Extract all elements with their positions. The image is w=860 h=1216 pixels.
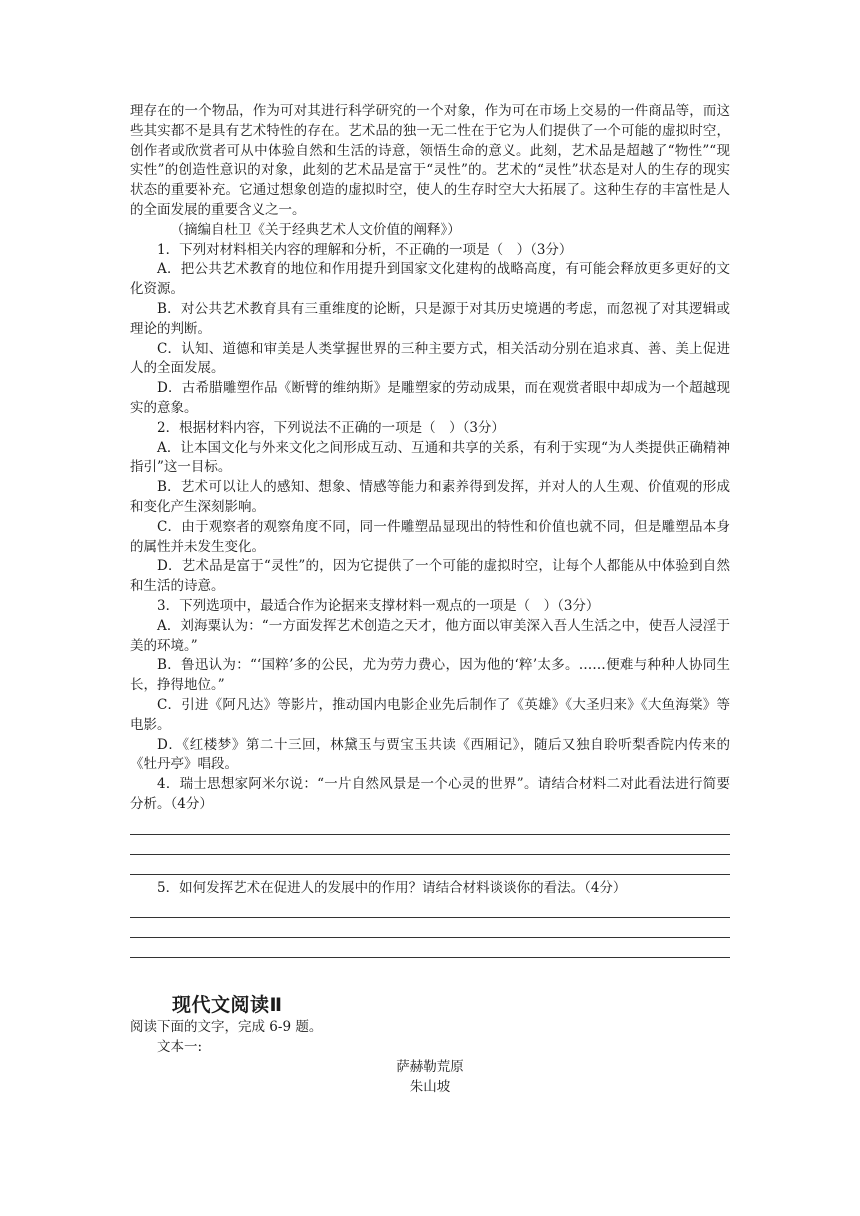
answer-line[interactable]	[130, 835, 730, 855]
source-citation: （摘编自杜卫《关于经典艺术人文价值的阐释》）	[170, 221, 461, 238]
passage-paragraph: 理存在的一个物品，作为可对其进行科学研究的一个对象，作为可在市场上交易的一件商品等，而这些其实都不是具有艺术特性的存在。艺术品的独一无二性在于它为人们提供了一个可能的虚拟时空，创作者或欣赏者可从中体验自然和生活的诗意，领悟生命的意义。此刻，艺术品是超越了“物性”“现实性”的创造性意识的对象，此刻的艺术品是富于“灵性”的。艺术的“灵性”状态是对人的生存的现实状态的重要补充。它通过想象创造的虚拟时空，使人的生存时空大大拓展了。这种生存的丰富性是人的全面发展的重要含义之一。	[130, 103, 730, 218]
question-2-option-d: D．艺术品是富于“灵性”的，因为它提供了一个可能的虚拟时空，让每个人都能从中体验到自然和生活的诗意。	[130, 558, 730, 595]
text-label: 文本一:	[157, 1038, 203, 1055]
question-3-option-d: D．《红楼梦》第二十三回，林黛玉与贾宝玉共读《西厢记》，随后又独自聆听梨香院内传来的《牡丹亭》唱段。	[130, 736, 730, 773]
question-4-stem: 4．瑞士思想家阿米尔说：“一片自然风景是一个心灵的世界”。请结合材料二对此看法进行简要分析。（4分）	[130, 776, 730, 812]
reading-content	[130, 102, 730, 958]
question-1-option-d: D．古希腊雕塑作品《断臂的维纳斯》是雕塑家的劳动成果，而在观赏者眼中却成为一个超越现实的意象。	[130, 380, 730, 416]
question-3-stem: 3．下列选项中，最适合作为论据来支撑材料一观点的一项是（ ）（3分）	[157, 597, 600, 614]
question-3-option-b: B．鲁迅认为：“‘国粹’多的公民，尤为劳力费心，因为他的‘粹’太多。……便难与种种人协同生长，挣得地位。”	[130, 657, 730, 694]
answer-line[interactable]	[130, 815, 730, 835]
section-title: 现代文阅读Ⅱ	[172, 994, 283, 1016]
section-intro	[130, 1018, 730, 1058]
question-3-option-a: A．刘海粟认为：“一方面发挥艺术创造之天才，他方面以审美深入吾人生活之中，使吾人浸淫于美的环境。”	[130, 617, 730, 654]
question-2-stem: 2．根据材料内容，下列说法不正确的一项是（ ）（3分）	[157, 419, 505, 436]
question-2-option-b: B．艺术可以让人的感知、想象、情感等能力和素养得到发挥，并对人的人生观、价值观的形成和变化产生深刻影响。	[130, 479, 730, 515]
answer-line[interactable]	[130, 898, 730, 918]
instruction-text: 阅读下面的文字，完成 6-9 题。	[130, 1019, 323, 1035]
poem-heading	[130, 1057, 730, 1097]
question-1-stem: 1．下列对材料相关内容的理解和分析，不正确的一项是（ ）（3分）	[157, 241, 573, 258]
question-1-option-b: B．对公共艺术教育具有三重维度的论断，只是源于对其历史境遇的考虑，而忽视了对其逻辑或理论的判断。	[130, 300, 730, 337]
answer-line[interactable]	[130, 918, 730, 938]
question-2-option-a: A．让本国文化与外来文化之间形成互动、互通和共享的关系，有利于实现“为人类提供正确精神指引”这一目标。	[130, 439, 730, 476]
answer-line[interactable]	[130, 855, 730, 875]
poem-author: 朱山坡	[409, 1079, 451, 1095]
question-2-option-c: C．由于观察者的观察角度不同，同一件雕塑品显现出的特性和价值也就不同，但是雕塑品本身的属性并未发生变化。	[130, 518, 730, 555]
question-1-option-c: C．认知、道德和审美是人类掌握世界的三种主要方式，相关活动分别在追求真、善、美上促进人的全面发展。	[130, 340, 730, 377]
question-3-option-c: C．引进《阿凡达》等影片，推动国内电影企业先后制作了《英雄》《大圣归来》《大鱼海棠》等电影。	[130, 696, 730, 733]
question-5-stem: 5．如何发挥艺术在促进人的发展中的作用？请结合材料谈谈你的看法。（4分）	[157, 879, 627, 896]
poem-title: 萨赫勒荒原	[396, 1059, 464, 1075]
question-1-option-a: A．把公共艺术教育的地位和作用提升到国家文化建构的战略高度，有可能会释放更多更好的文化资源。	[130, 261, 730, 298]
answer-line[interactable]	[130, 938, 730, 958]
